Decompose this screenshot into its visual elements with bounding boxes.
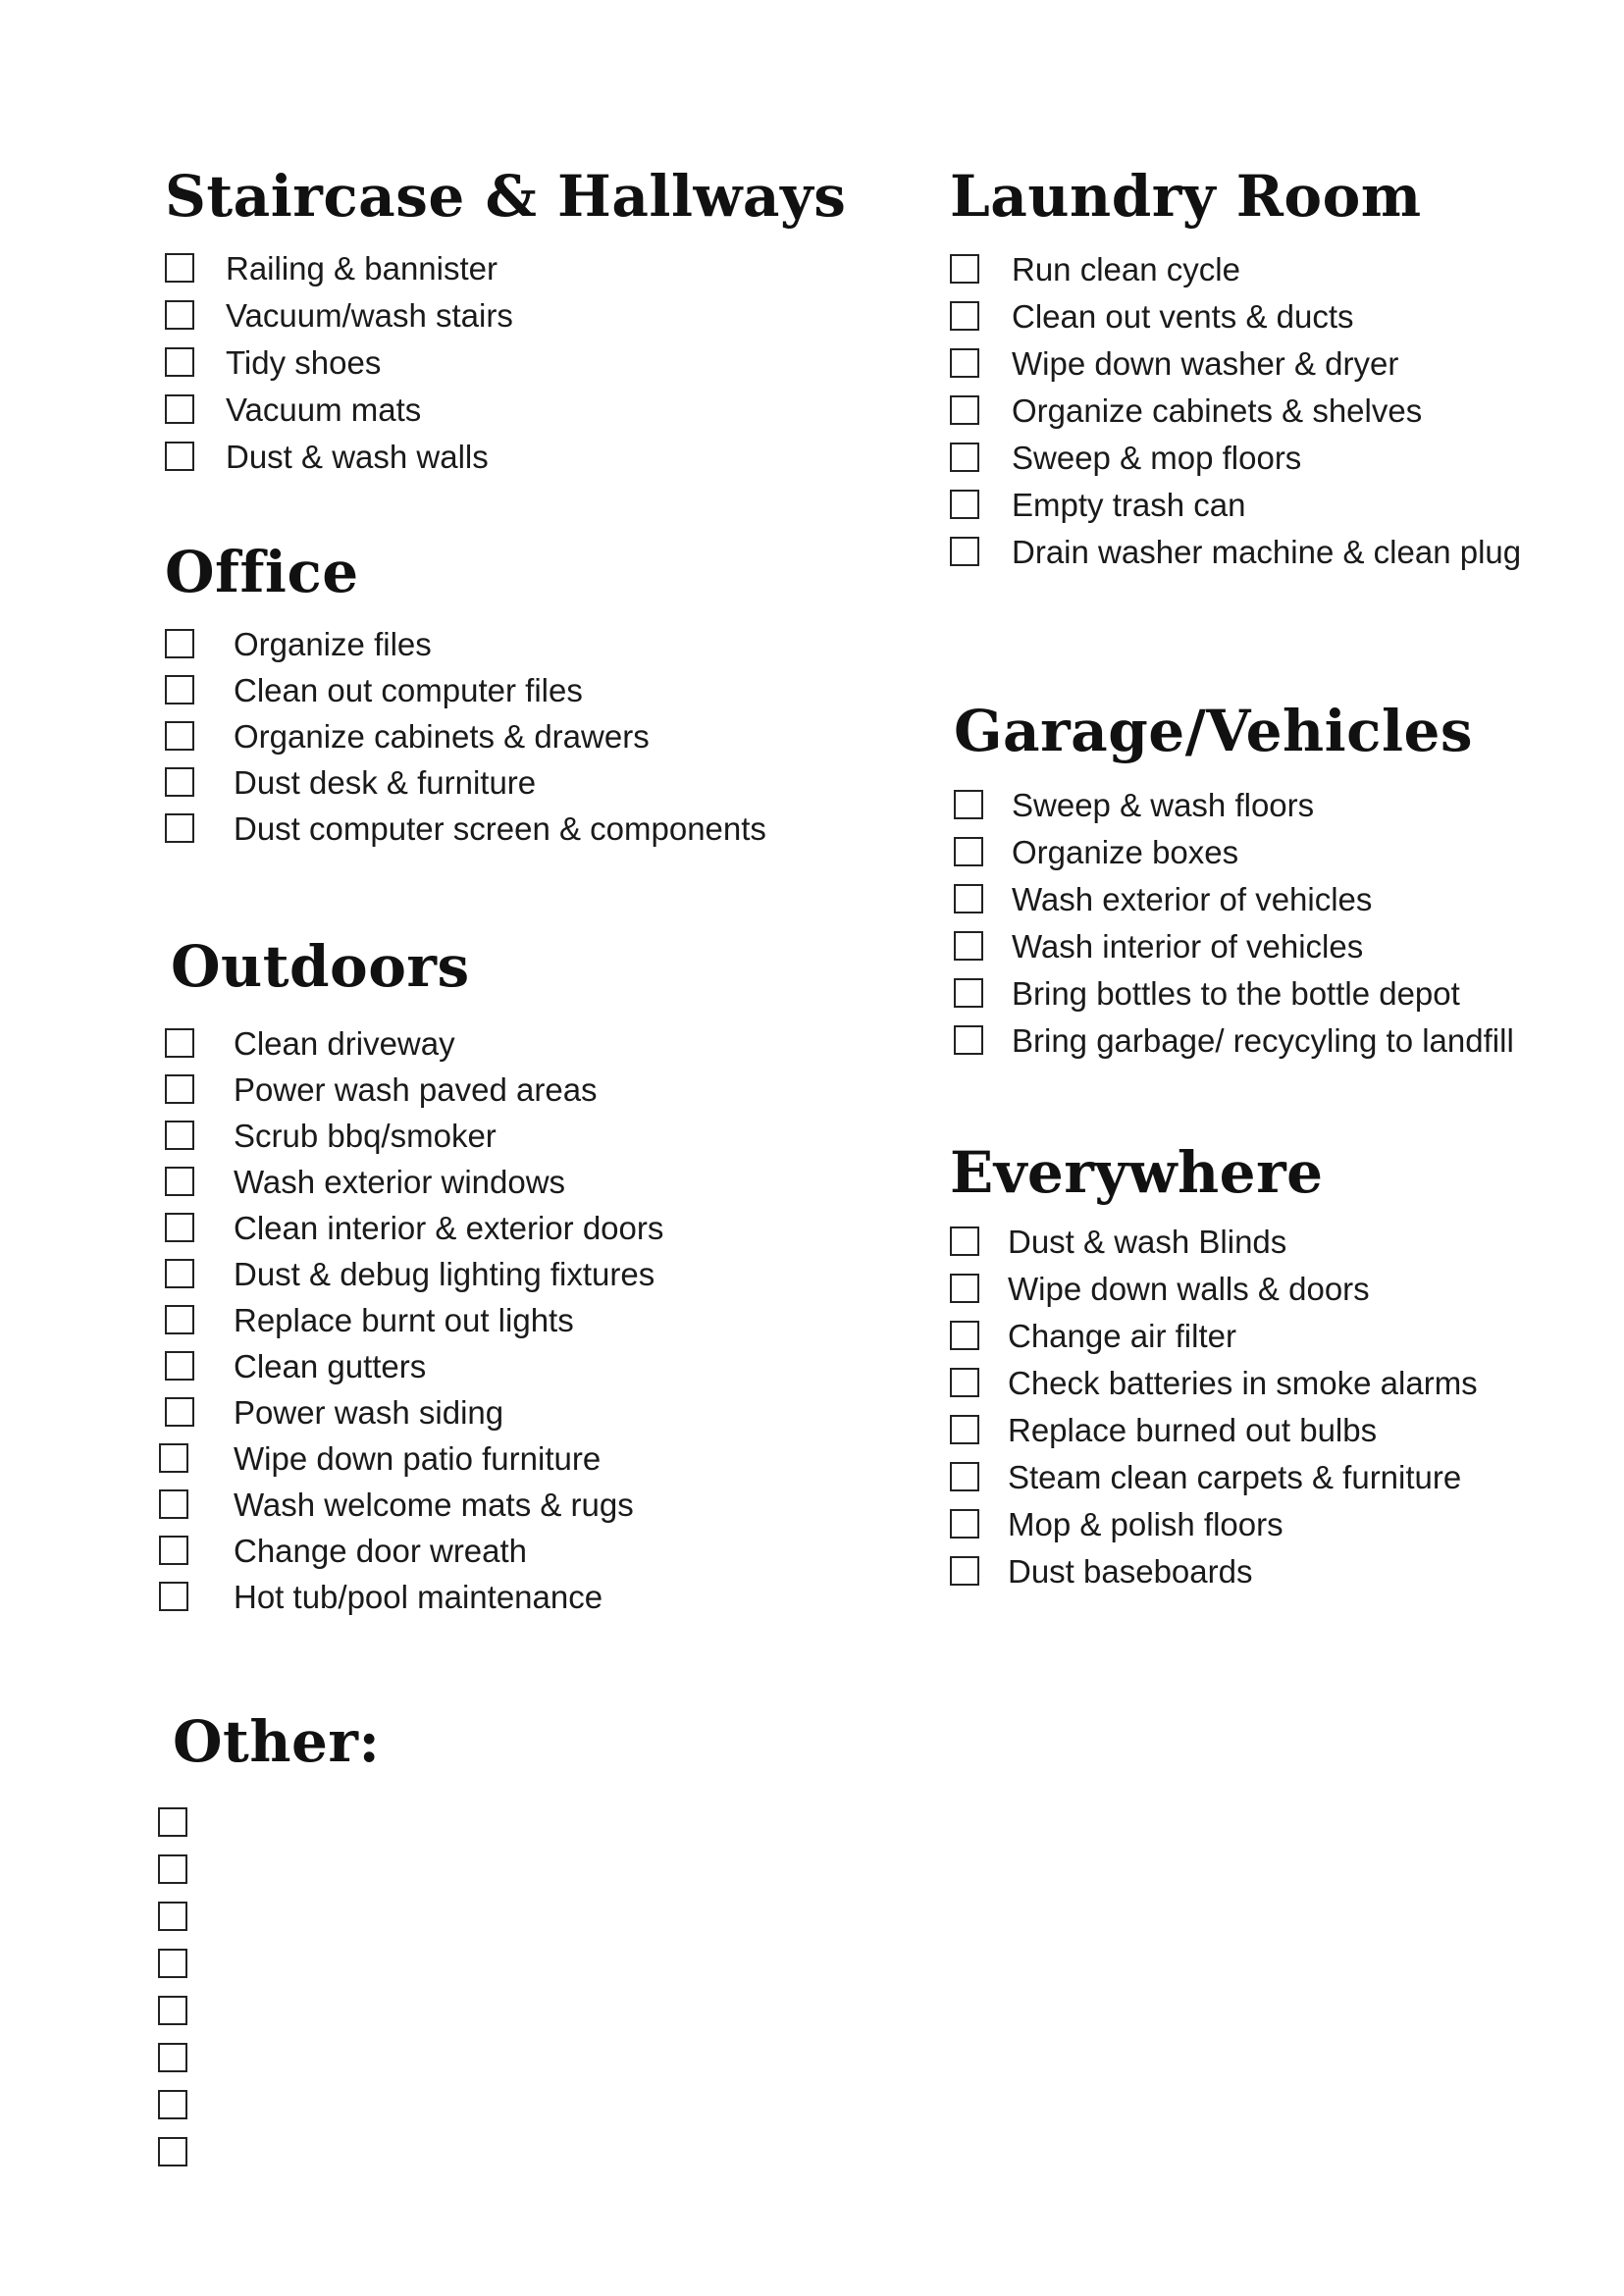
item-label: Organize cabinets & shelves: [1012, 392, 1423, 429]
checklist-item: [950, 340, 1578, 388]
item-label: Clean driveway: [234, 1025, 455, 1062]
checklist-item: [165, 1067, 852, 1113]
checklist-item: [950, 1454, 1578, 1501]
checkbox[interactable]: [954, 978, 983, 1008]
checklist-item: [165, 621, 852, 667]
checklist-item: [165, 1251, 852, 1297]
item-label: Change air filter: [1008, 1318, 1236, 1354]
checklist-item: [165, 434, 852, 481]
checkbox[interactable]: [950, 301, 979, 331]
checklist-item: [165, 1482, 852, 1528]
checklist-item: [950, 1266, 1578, 1313]
item-label: Sweep & mop floors: [1012, 440, 1302, 476]
checkbox[interactable]: [165, 394, 194, 424]
item-label: Vacuum/wash stairs: [226, 297, 513, 334]
checklist-item: [954, 782, 1601, 829]
item-label: Wash exterior of vehicles: [1012, 881, 1373, 917]
checklist-item: [950, 529, 1578, 623]
checklist-item: [950, 1313, 1578, 1360]
checkbox[interactable]: [165, 813, 194, 843]
item-label: Dust & wash Blinds: [1008, 1224, 1287, 1260]
item-label: Clean gutters: [234, 1348, 427, 1384]
checklist-item: [950, 482, 1578, 529]
item-label: Wash interior of vehicles: [1012, 928, 1364, 965]
section-office: [165, 538, 852, 852]
checklist-item: [165, 339, 852, 387]
item-label: Dust desk & furniture: [234, 764, 537, 801]
checklist-item: [950, 388, 1578, 435]
checklist-item: [950, 1501, 1578, 1548]
checklist-item: [954, 876, 1601, 923]
checklist-item: [165, 1389, 852, 1435]
section-laundry-room: [950, 162, 1578, 623]
item-label: Empty trash can: [1012, 487, 1246, 523]
checkbox[interactable]: [950, 1415, 979, 1444]
checklist: [165, 621, 852, 852]
item-label: Tidy shoes: [226, 344, 382, 381]
item-label: Power wash siding: [234, 1394, 504, 1431]
checkbox[interactable]: [950, 1509, 979, 1539]
checkbox[interactable]: [165, 1259, 194, 1288]
checkbox[interactable]: [950, 1368, 979, 1397]
checkbox[interactable]: [950, 443, 979, 472]
checklist-item: [165, 245, 852, 292]
checkbox[interactable]: [158, 1807, 187, 1837]
section-garage-vehicles: [954, 697, 1601, 1065]
item-label: Vacuum mats: [226, 391, 422, 428]
checkbox[interactable]: [950, 395, 979, 425]
checklist-item: [950, 1548, 1578, 1595]
checklist: [950, 246, 1578, 623]
checkbox[interactable]: [950, 1556, 979, 1586]
item-label: Clean out vents & ducts: [1012, 298, 1354, 335]
item-label: Hot tub/pool maintenance: [234, 1579, 603, 1615]
checkbox[interactable]: [158, 2043, 187, 2072]
item-label: Clean interior & exterior doors: [234, 1210, 664, 1246]
checkbox[interactable]: [950, 1321, 979, 1350]
checklist-item: [950, 1360, 1578, 1407]
checkbox[interactable]: [950, 537, 979, 566]
checklist-item: [165, 1159, 852, 1205]
item-label: Dust & wash walls: [226, 439, 489, 475]
checkbox[interactable]: [158, 1902, 187, 1931]
item-label: Steam clean carpets & furniture: [1008, 1459, 1462, 1495]
item-label: Replace burnt out lights: [234, 1302, 574, 1338]
checkbox[interactable]: [165, 253, 194, 283]
checklist-item: [165, 1205, 852, 1251]
checklist-item: [165, 759, 852, 806]
checkbox[interactable]: [159, 1582, 188, 1611]
checklist-item: [950, 1407, 1578, 1454]
checkbox[interactable]: [165, 442, 194, 471]
checkbox[interactable]: [950, 1274, 979, 1303]
section-title: Garage/Vehicles: [954, 698, 1474, 764]
checkbox[interactable]: [158, 2090, 187, 2119]
checkbox[interactable]: [158, 1949, 187, 1978]
item-label: Bring garbage/ recycyling to landfill: [1012, 1022, 1514, 1059]
checklist-item: [954, 923, 1601, 970]
checklist-item: [950, 1219, 1578, 1266]
checklist-item: [165, 1528, 852, 1574]
item-label: Railing & bannister: [226, 250, 498, 287]
section-title: Laundry Room: [950, 163, 1422, 230]
section-outdoors: [165, 932, 852, 1620]
checkbox[interactable]: [954, 931, 983, 961]
checkbox[interactable]: [954, 1025, 983, 1055]
checklist-item: [165, 713, 852, 759]
checkbox[interactable]: [950, 254, 979, 284]
checkbox[interactable]: [165, 1397, 194, 1427]
item-label: Drain washer machine & clean plug: [1012, 534, 1522, 570]
checklist: [954, 782, 1601, 1065]
checkbox[interactable]: [165, 300, 194, 330]
checkbox[interactable]: [165, 767, 194, 797]
item-label: Mop & polish floors: [1008, 1506, 1283, 1542]
checklist-item: [165, 1297, 852, 1343]
item-label: Organize boxes: [1012, 834, 1239, 870]
checkbox[interactable]: [158, 1854, 187, 1884]
section-title: Other:: [173, 1708, 381, 1775]
item-label: Replace burned out bulbs: [1008, 1412, 1378, 1448]
checkbox[interactable]: [950, 348, 979, 378]
checkbox[interactable]: [165, 721, 194, 751]
checklist-item: [165, 387, 852, 434]
checkbox[interactable]: [165, 347, 194, 377]
checkbox[interactable]: [954, 884, 983, 913]
checkbox[interactable]: [950, 1462, 979, 1491]
checklist-item: [165, 1574, 852, 1620]
item-label: Organize cabinets & drawers: [234, 718, 650, 755]
checkbox[interactable]: [165, 675, 194, 704]
checklist-item: [165, 1113, 852, 1159]
checklist-item: [954, 1018, 1601, 1065]
checkbox[interactable]: [165, 1213, 194, 1242]
checklist-item: [165, 1020, 852, 1067]
checkbox[interactable]: [165, 1167, 194, 1196]
item-label: Sweep & wash floors: [1012, 787, 1315, 823]
checkbox[interactable]: [165, 1028, 194, 1058]
section-other: [173, 1707, 663, 1776]
section-title: Staircase & Hallways: [165, 163, 847, 230]
checkbox[interactable]: [950, 490, 979, 519]
item-label: Dust & debug lighting fixtures: [234, 1256, 655, 1292]
section-everywhere: [950, 1138, 1578, 1595]
item-label: Wipe down washer & dryer: [1012, 345, 1399, 382]
checkbox[interactable]: [954, 837, 983, 866]
checkbox[interactable]: [165, 1351, 194, 1381]
checklist-item: [950, 435, 1578, 482]
item-label: Clean out computer files: [234, 672, 583, 708]
checkbox[interactable]: [159, 1489, 188, 1519]
checklist: [165, 245, 852, 481]
checkbox[interactable]: [165, 629, 194, 658]
item-label: Power wash paved areas: [234, 1071, 598, 1108]
checklist-item: [165, 292, 852, 339]
checklist-item: [954, 970, 1601, 1018]
item-label: Dust computer screen & components: [234, 810, 766, 847]
section-title: Outdoors: [171, 933, 470, 1000]
checkbox[interactable]: [165, 1074, 194, 1104]
checkbox[interactable]: [165, 1305, 194, 1334]
item-label: Organize files: [234, 626, 432, 662]
item-label: Bring bottles to the bottle depot: [1012, 975, 1460, 1012]
item-label: Wash welcome mats & rugs: [234, 1487, 634, 1523]
checkbox[interactable]: [158, 2137, 187, 2166]
item-label: Dust baseboards: [1008, 1553, 1253, 1590]
checklist-item: [165, 806, 852, 852]
checklist-item: [165, 667, 852, 713]
checklist-item: [950, 293, 1578, 340]
item-label: Run clean cycle: [1012, 251, 1240, 287]
checklist: [165, 1020, 852, 1620]
item-label: Wipe down walls & doors: [1008, 1271, 1370, 1307]
section-title: Everywhere: [950, 1139, 1324, 1206]
checklist: [950, 1219, 1578, 1595]
checklist-item: [950, 246, 1578, 293]
item-label: Wash exterior windows: [234, 1164, 566, 1200]
checkbox[interactable]: [954, 790, 983, 819]
checklist-item: [954, 829, 1601, 876]
checkbox[interactable]: [159, 1443, 188, 1473]
item-label: Check batteries in smoke alarms: [1008, 1365, 1478, 1401]
item-label: Scrub bbq/smoker: [234, 1118, 497, 1154]
checkbox[interactable]: [950, 1226, 979, 1256]
checkbox[interactable]: [159, 1536, 188, 1565]
item-label: Change door wreath: [234, 1533, 528, 1569]
item-label: Wipe down patio furniture: [234, 1440, 602, 1477]
checkbox[interactable]: [158, 1996, 187, 2025]
checkbox[interactable]: [165, 1121, 194, 1150]
checklist-item: [165, 1343, 852, 1389]
checklist-item: [165, 1435, 852, 1482]
section-title: Office: [165, 539, 359, 605]
section-staircase-hallways: [165, 162, 852, 481]
